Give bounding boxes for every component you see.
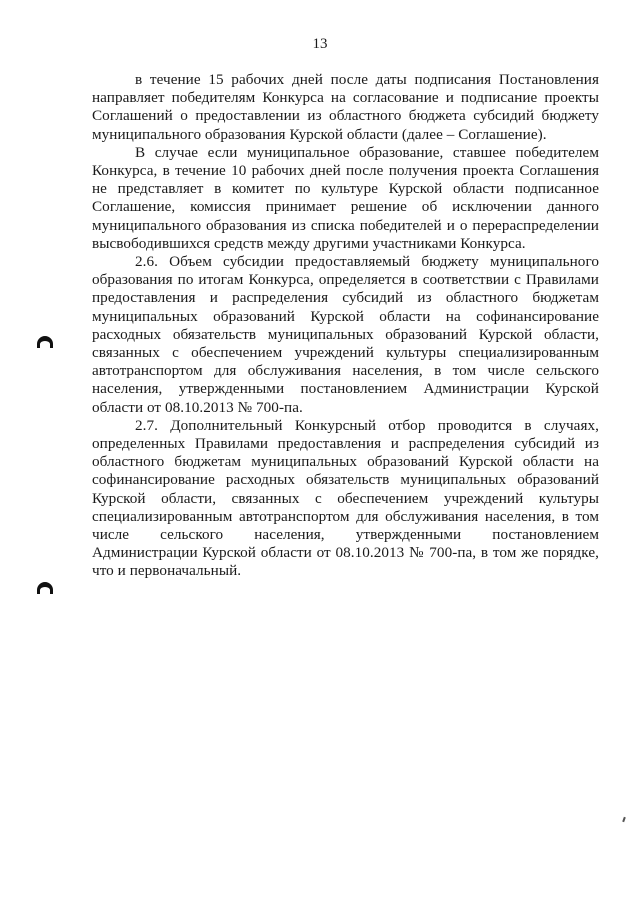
punch-hole-mark-icon [37,336,53,348]
paragraph-continuation: в течение 15 рабочих дней после даты подписания Постановления направляет победителям Конкурса на согласование и подписание проекты Соглашений о предоставлении из областного бюджета субсидий бюджету муниципального образования Курской области (далее – Соглашение). [92,71,599,143]
page-number: 13 [312,36,328,52]
punch-hole-mark-icon [37,582,53,594]
paragraph-2-6: 2.6. Объем субсидии предоставляемый бюджету муниципального образования по итогам Конкурса, определяется в соответствии с Правилами предоставления и распределения субсидий из областного бюджетам муниципальных образований Курской области на софинансирование расходных обязательств муниципальных образований Курской области, связанных с обеспечением учреждений культуры специализированным автотранспортом для обслуживания населения, в том числе сельского населения, утвержденными постановлением Администрации Курской области от 08.10.2013 № 700-па. [92,253,599,416]
document-body [92,71,599,581]
scan-speck [622,817,626,822]
paragraph-agreement-refusal: В случае если муниципальное образование, ставшее победителем Конкурса, в течение 10 рабочих дней после получения проекта Соглашения не представляет в комитет по культуре Курской области подписанное Соглашение, комиссия принимает решение об исключении данного муниципального образования из списка победителей и о перераспределении высвободившихся средств между другими участниками Конкурса. [92,143,599,252]
paragraph-2-7: 2.7. Дополнительный Конкурсный отбор проводится в случаях, определенных Правилами предоставления и распределения субсидий из областного бюджетам муниципальных образований Курской области на софинансирование расходных обязательств муниципальных образований Курской области, связанных с обеспечением учреждений культуры специализированным автотранспортом для обслуживания населения, в том числе сельского населения, утвержденными постановлением Администрации Курской области от 08.10.2013 № 700-па, в том же порядке, что и первоначальный. [92,416,599,580]
